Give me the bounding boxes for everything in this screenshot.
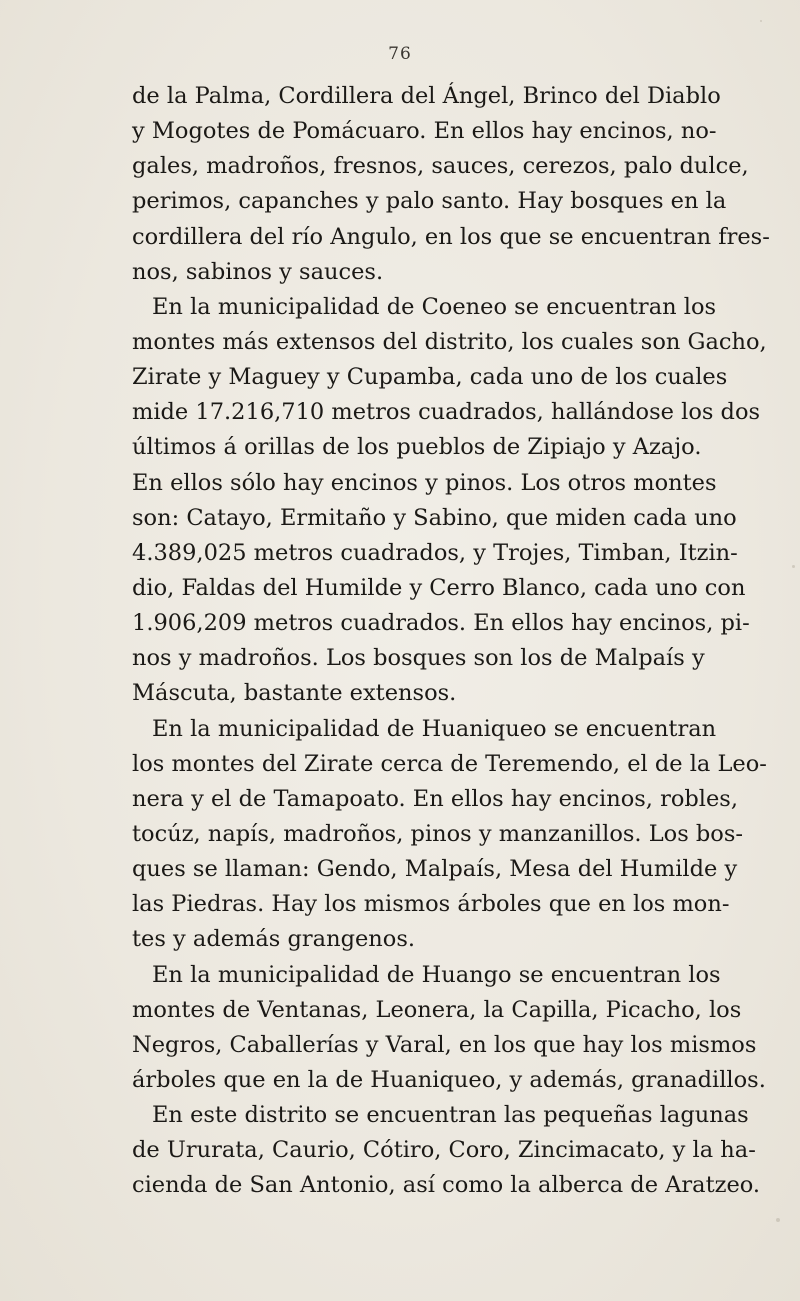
text-line: cienda de San Antonio, así como la alberca de Aratzeo.	[132, 1172, 761, 1199]
text-line: Máscuta, bastante extensos.	[132, 680, 457, 707]
text-line: son: Catayo, Ermitaño y Sabino, que miden cada uno	[132, 504, 737, 531]
text-line: En ellos sólo hay encinos y pinos. Los otros montes	[132, 469, 717, 496]
paper-speck	[792, 565, 795, 568]
text-line: nos y madroños. Los bosques son los de Malpaís y	[132, 645, 705, 672]
paper-speck	[760, 20, 762, 22]
text-line: Negros, Caballerías y Varal, en los que hay los mismos	[132, 1031, 757, 1058]
text-line: perimos, capanches y palo santo. Hay bosques en la	[132, 188, 727, 215]
text-line: 4.389,025 metros cuadrados, y Trojes, Timban, Itzin-	[132, 539, 738, 566]
text-line: montes más extensos del distrito, los cuales son Gacho,	[132, 328, 767, 355]
body-text	[132, 79, 792, 1204]
text-line: nera y el de Tamapoato. En ellos hay encinos, robles,	[132, 785, 739, 812]
text-line: árboles que en la de Huaniqueo, y además, granadillos.	[132, 1066, 766, 1093]
text-line: y Mogotes de Pomácuaro. En ellos hay encinos, no-	[132, 118, 717, 145]
text-line: últimos á orillas de los pueblos de Zipiajo y Azajo.	[132, 434, 702, 461]
paragraph-start-line: En la municipalidad de Huaniqueo se encuentran	[152, 715, 717, 742]
text-line: las Piedras. Hay los mismos árboles que en los mon-	[132, 891, 730, 918]
text-line: 1.906,209 metros cuadrados. En ellos hay encinos, pi-	[132, 610, 750, 637]
text-line: ques se llaman: Gendo, Malpaís, Mesa del Humilde y	[132, 856, 738, 883]
paragraph-start-line: En la municipalidad de Huango se encuentran los	[152, 961, 721, 988]
text-line: gales, madroños, fresnos, sauces, cerezos, palo dulce,	[132, 153, 749, 180]
text-line: cordillera del río Angulo, en los que se encuentran fres-	[132, 223, 770, 250]
text-line: montes de Ventanas, Leonera, la Capilla, Picacho, los	[132, 996, 742, 1023]
text-line: nos, sabinos y sauces.	[132, 258, 384, 285]
text-line: tocúz, napís, madroños, pinos y manzanillos. Los bos-	[132, 820, 744, 847]
paper-speck	[776, 1218, 780, 1222]
text-line: mide 17.216,710 metros cuadrados, hallándose los dos	[132, 399, 761, 426]
text-line: tes y además grangenos.	[132, 926, 416, 953]
paragraph-start-line: En este distrito se encuentran las pequeñas lagunas	[152, 1102, 749, 1129]
text-line: Zirate y Maguey y Cupamba, cada uno de los cuales	[132, 364, 728, 391]
paragraph-start-line: En la municipalidad de Coeneo se encuentran los	[152, 293, 717, 320]
text-line: los montes del Zirate cerca de Teremendo, el de la Leo-	[132, 750, 767, 777]
text-line: dio, Faldas del Humilde y Cerro Blanco, cada uno con	[132, 574, 746, 601]
text-line: de Ururata, Caurio, Cótiro, Coro, Zincimacato, y la ha-	[132, 1137, 756, 1164]
text-line: de la Palma, Cordillera del Ángel, Brinco del Diablo	[132, 83, 721, 109]
page-number: 76	[388, 44, 412, 64]
